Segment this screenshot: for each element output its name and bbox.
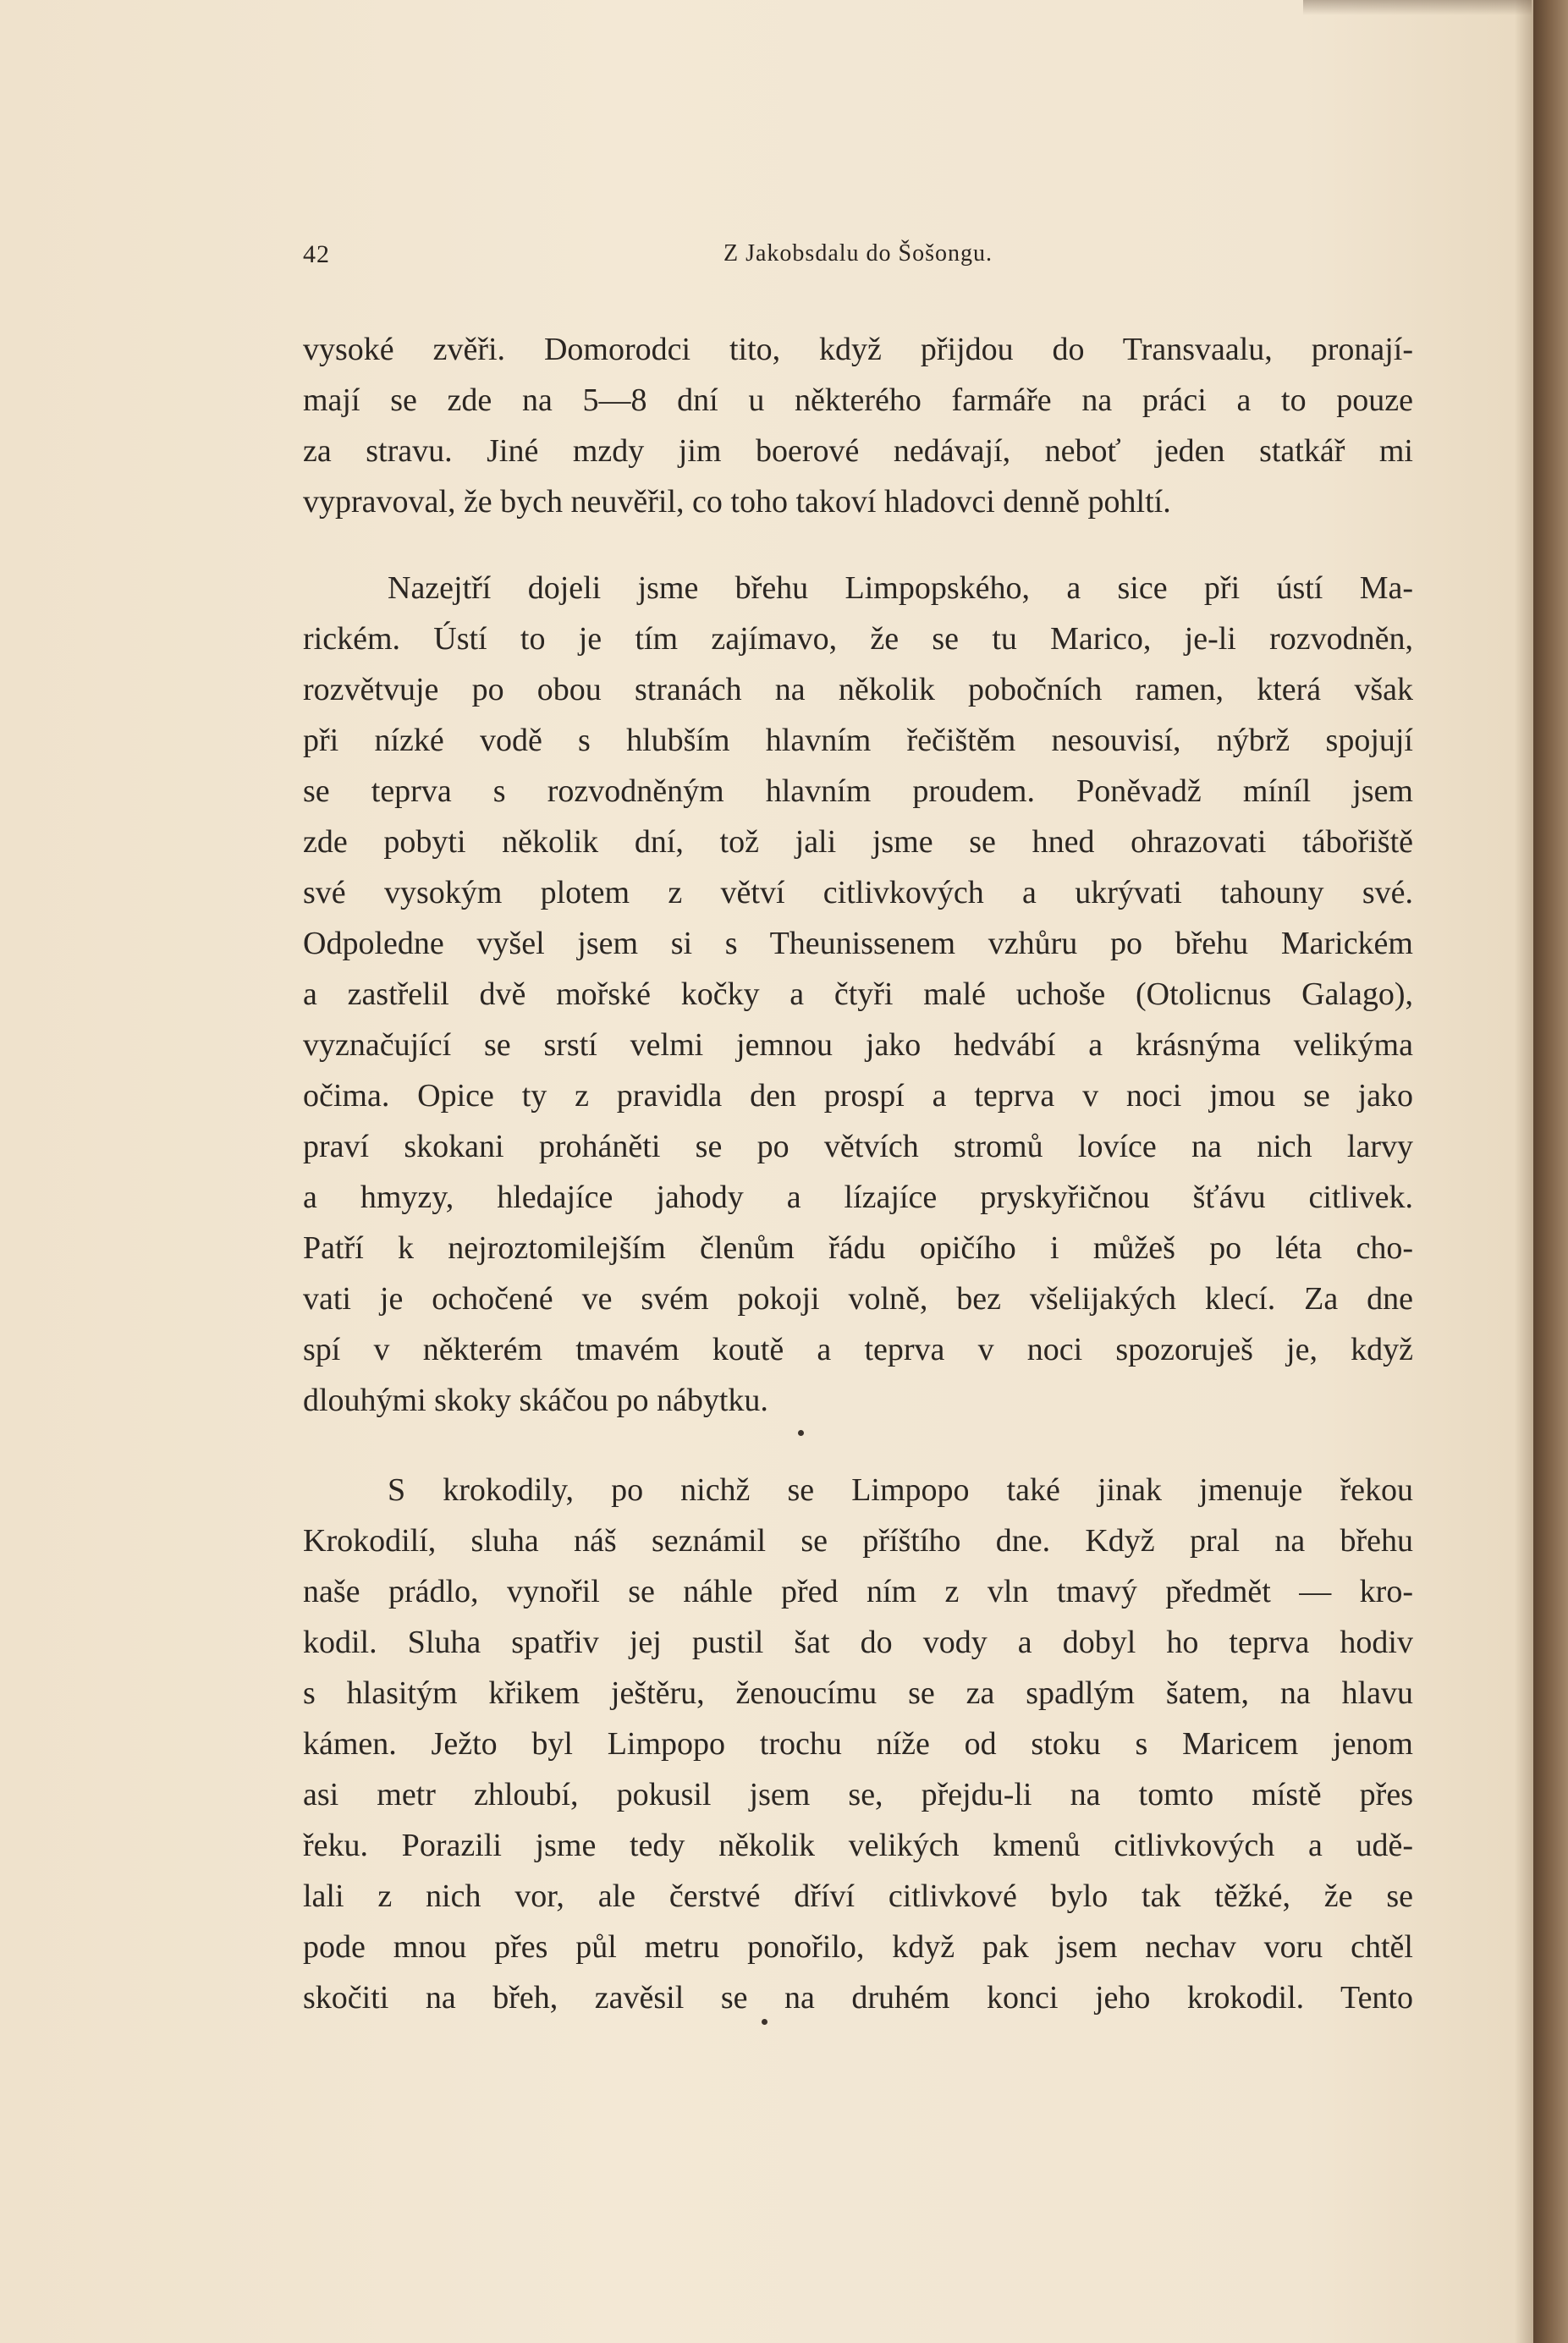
body-text [303,324,1413,2023]
text-line: asi metr zhloubí, pokusil jsem se, přejdu-li na tomto místě přes [303,1777,1413,1812]
page-header [303,237,1413,279]
paragraph-gap [303,1426,1413,1465]
text-line: Nazejtří dojeli jsme břehu Limpopského, a sice při ústí Ma- [388,570,1413,606]
text-line: se teprva s rozvodněným hlavním proudem. Poněvadž míníl jsem [303,773,1413,809]
text-line: naše prádlo, vynořil se náhle před ním z vln tmavý předmět — kro- [303,1574,1413,1609]
ink-speck [762,2019,767,2025]
running-title: Z Jakobsdalu do Šošongu. [723,240,993,267]
text-line: za stravu. Jiné mzdy jim boerové nedávají, neboť jeden statkář mi [303,433,1413,469]
text-line: Odpoledne vyšel jsem si s Theunissenem vzhůru po břehu Marickém [303,926,1413,961]
text-line: při nízké vodě s hlubším hlavním řečištěm nesouvisí, nýbrž spojují [303,723,1413,758]
ink-speck [798,1430,804,1436]
text-line: spí v některém tmavém koutě a teprva v noci spozoruješ je, když [303,1332,1413,1367]
paragraph-2 [303,563,1413,1426]
text-line: Krokodilí, sluha náš seznámil se příštího dne. Když pral na břehu [303,1523,1413,1559]
text-line: zde pobyti několik dní, tož jali jsme se hned ohrazovati tábořiště [303,824,1413,860]
text-line: kámen. Ježto byl Limpopo trochu níže od stoku s Maricem jenom [303,1726,1413,1762]
text-line: kodil. Sluha spatřiv jej pustil šat do vody a dobyl ho teprva hodiv [303,1625,1413,1660]
text-line: vysoké zvěři. Domorodci tito, když přijdou do Transvaalu, pronají- [303,332,1413,367]
text-line: skočiti na břeh, zavěsil se na druhém konci jeho krokodil. Tento [303,1980,1413,2016]
text-line: lali z nich vor, ale čerstvé dříví citlivkové bylo tak těžké, že se [303,1878,1413,1914]
text-line: vypravoval, že bych neuvěřil, co toho takoví hladovci denně pohltí. [303,484,1171,520]
text-line: S krokodily, po nichž se Limpopo také jinak jmenuje řekou [388,1472,1413,1508]
text-line: řeku. Porazili jsme tedy několik velikých kmenů citlivkových a udě- [303,1828,1413,1863]
text-line: mají se zde na 5—8 dní u některého farmáře na práci a to pouze [303,382,1413,418]
text-line: očima. Opice ty z pravidla den prospí a teprva v noci jmou se jako [303,1078,1413,1114]
text-line: vyznačující se srstí velmi jemnou jako hedvábí a krásnýma velikýma [303,1027,1413,1063]
text-line: a zastřelil dvě mořské kočky a čtyři malé uchoše (Otolicnus Galago), [303,976,1413,1012]
binding-shadow [1515,0,1533,2343]
paragraph-3 [303,1465,1413,2023]
text-line: své vysokým plotem z větví citlivkových a ukrývati tahouny své. [303,875,1413,910]
text-line: rickém. Ústí to je tím zajímavo, že se tu Marico, je-li rozvodněn, [303,621,1413,657]
text-line: pode mnou přes půl metru ponořilo, když pak jsem nechav voru chtěl [303,1929,1413,1965]
text-line: praví skokani proháněti se po větvích stromů lovíce na nich larvy [303,1129,1413,1164]
page-top-smudge [1303,0,1532,15]
paragraph-gap [303,527,1413,563]
paragraph-1 [303,324,1413,527]
text-line: dlouhými skoky skáčou po nábytku. [303,1383,768,1418]
text-line: s hlasitým křikem ještěru, ženoucímu se za spadlým šatem, na hlavu [303,1675,1413,1711]
text-line: vati je ochočené ve svém pokoji volně, bez všelijakých klecí. Za dne [303,1281,1413,1317]
text-line: a hmyzy, hledajíce jahody a lízajíce pryskyřičnou šťávu citlivek. [303,1180,1413,1215]
text-line: Patří k nejroztomilejším členům řádu opičího i můžeš po léta cho- [303,1230,1413,1266]
page-number: 42 [303,240,330,268]
page-edge [1533,0,1568,2343]
text-line: rozvětvuje po obou stranách na několik pobočních ramen, která však [303,672,1413,707]
